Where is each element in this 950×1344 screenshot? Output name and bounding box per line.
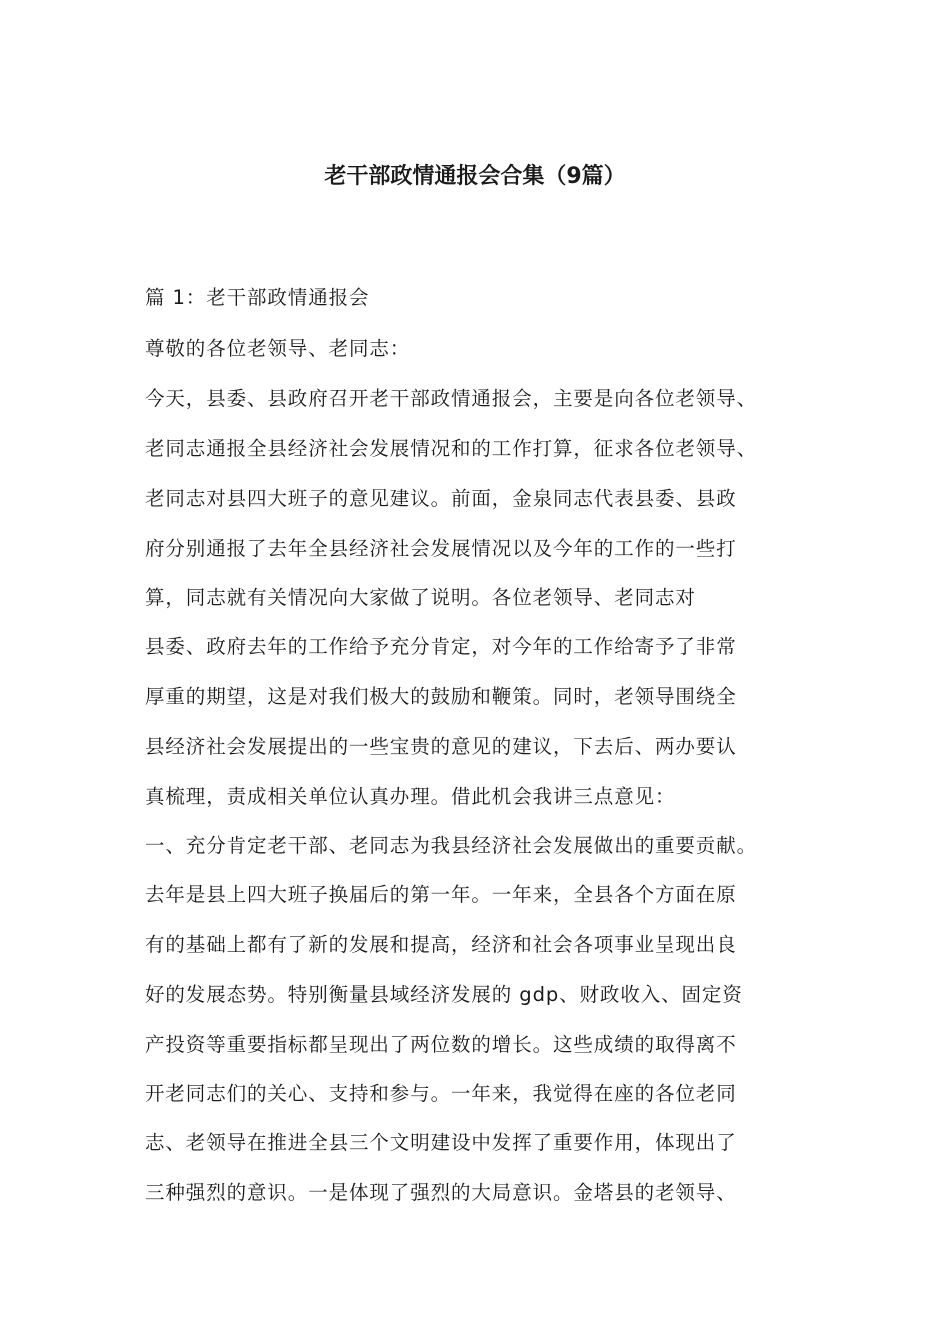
body-line: 算，同志就有关情况向大家做了说明。各位老领导、老同志对 — [145, 586, 696, 609]
body-line: 老同志对县四大班子的意见建议。前面，金泉同志代表县委、县政 — [145, 487, 737, 510]
body-line: 一、充分肯定老干部、老同志为我县经济社会发展做出的重要贡献。 — [145, 834, 758, 857]
body-line: 府分别通报了去年全县经济社会发展情况以及今年的工作的一些打 — [145, 537, 737, 560]
section-heading: 篇 1：老干部政情通报会 — [145, 286, 370, 309]
body-line: 产投资等重要指标都呈现出了两位数的增长。这些成绩的取得离不 — [145, 1033, 737, 1056]
body-line: 厚重的期望，这是对我们极大的鼓励和鞭策。同时，老领导围绕全 — [145, 685, 737, 708]
document-title: 老干部政情通报会合集（9篇） — [324, 164, 626, 189]
body-line: 老同志通报全县经济社会发展情况和的工作打算，征求各位老领导、 — [145, 437, 758, 460]
body-line: 真梳理，责成相关单位认真办理。借此机会我讲三点意见： — [145, 785, 676, 808]
body-line: 去年是县上四大班子换届后的第一年。一年来，全县各个方面在原 — [145, 883, 737, 906]
body-line: 三种强烈的意识。一是体现了强烈的大局意识。金塔县的老领导、 — [145, 1181, 737, 1204]
body-line: 今天，县委、县政府召开老干部政情通报会，主要是向各位老领导、 — [145, 387, 758, 410]
body-line: 志、老领导在推进全县三个文明建设中发挥了重要作用，体现出了 — [145, 1131, 737, 1154]
body-line: 县经济社会发展提出的一些宝贵的意见的建议，下去后、两办要认 — [145, 735, 737, 758]
body-line: 好的发展态势。特别衡量县域经济发展的 gdp、财政收入、固定资 — [145, 983, 743, 1006]
body-line: 县委、政府去年的工作给予充分肯定，对今年的工作给寄予了非常 — [145, 635, 737, 658]
body-line: 有的基础上都有了新的发展和提高，经济和社会各项事业呈现出良 — [145, 933, 737, 956]
salutation: 尊敬的各位老领导、老同志： — [145, 337, 411, 360]
body-line: 开老同志们的关心、支持和参与。一年来，我觉得在座的各位老同 — [145, 1082, 737, 1105]
